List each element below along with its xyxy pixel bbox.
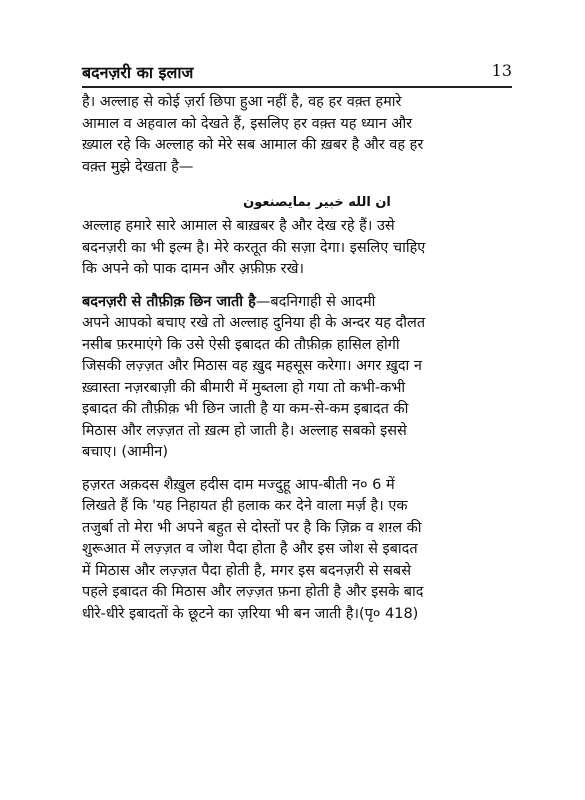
text-line: ख़्याल रहे कि अल्लाह को मेरे सब आमाल की ख़बर है और वह हर: [82, 137, 424, 153]
page-header: [82, 58, 512, 92]
text-line: नसीब फ़रमाएंगे कि उसे ऐसी इबादत की तौफ़ीक़ हासिल होगी: [82, 336, 400, 353]
text-line: शुरूआत में लज़्ज़त व जोश पैदा होता है और इस जोश से इबादत: [82, 541, 418, 557]
heading-continuation: —बदनिगाही से आदमी: [255, 293, 376, 310]
text-line: अपने आपको बचाए रखे तो अल्लाह दुनिया ही के अन्दर यह दौलत: [82, 315, 426, 331]
text-line: आमाल व अहवाल को देखते हैं, इसलिए हर वक़्त यह ध्यान और: [82, 115, 413, 132]
paragraph-2: [82, 216, 512, 281]
section-heading: बदनज़री से तौफ़ीक़ छिन जाती है: [82, 293, 256, 310]
text-line: हज़रत अक़दस शैख़ुल हदीस दाम मज्दुहू आप-बीती न० 6 में: [82, 476, 395, 493]
text-line-first: [82, 292, 512, 314]
text-line: में मिठास और लज़्ज़त पैदा होती है, मगर इस बदनज़री से सबसे: [82, 562, 412, 579]
text-line: अल्लाह हमारे सारे आमाल से बाख़बर है और देख रहे हैं। उसे: [82, 218, 395, 234]
text-line: वक़्त मुझे देखता है—: [82, 158, 194, 175]
text-line: पहले इबादत की मिठास और लज़्ज़त फ़ना होती है और इसके बाद: [82, 584, 424, 600]
text-line: ख़्वास्ता नज़रबाज़ी की बीमारी में मुब्तला हो गया तो कभी-कभी: [82, 379, 406, 396]
text-line: इबादत की तौफ़ीक़ भी छिन जाती है या कम-से-कम इबादत की: [82, 401, 409, 417]
text-line: धीरे-धीरे इबादतों के छूटने का ज़रिया भी बन जाती है।(पृ० 418): [82, 605, 419, 622]
text-line: बचाए। (आमीन): [82, 444, 168, 460]
text-line: तजुर्बा तो मेरा भी अपने बहुत से दोस्तों पर है कि ज़िक्र व शग़्ल की: [82, 519, 422, 536]
page-body: [82, 92, 512, 625]
text-line: बदनज़री का भी इल्म है। मेरे करतूत की सज़ा देगा। इसलिए चाहिए: [82, 239, 426, 256]
header-rule: [82, 86, 512, 88]
arabic-verse: ان الله خبير بمايصنعون: [243, 195, 391, 210]
text-line: है। अल्लाह से कोई ज़र्रा छिपा हुआ नहीं है, वह हर वक़्त हमारे: [82, 94, 402, 110]
text-line: मिठास और लज़्ज़त तो ख़त्म हो जाती है। अल्लाह सबको इससे: [82, 422, 407, 439]
text-line: जिसकी लज़्ज़त और मिठास वह ख़ुद महसूस करेगा। अगर ख़ुदा न: [82, 358, 422, 374]
text-line: लिखते हैं कि 'यह निहायत ही हलाक कर देने वाला मर्ज़ है। एक: [82, 498, 408, 514]
paragraph-1: [82, 92, 512, 178]
paragraph-4: [82, 475, 512, 626]
page-number: 13: [491, 61, 512, 80]
text-line: कि अपने को पाक दामन और अ़फ़ीफ़ रखे।: [82, 261, 304, 277]
running-title: बदनज़री का इलाज: [82, 63, 194, 82]
paragraph-3: [82, 292, 512, 464]
